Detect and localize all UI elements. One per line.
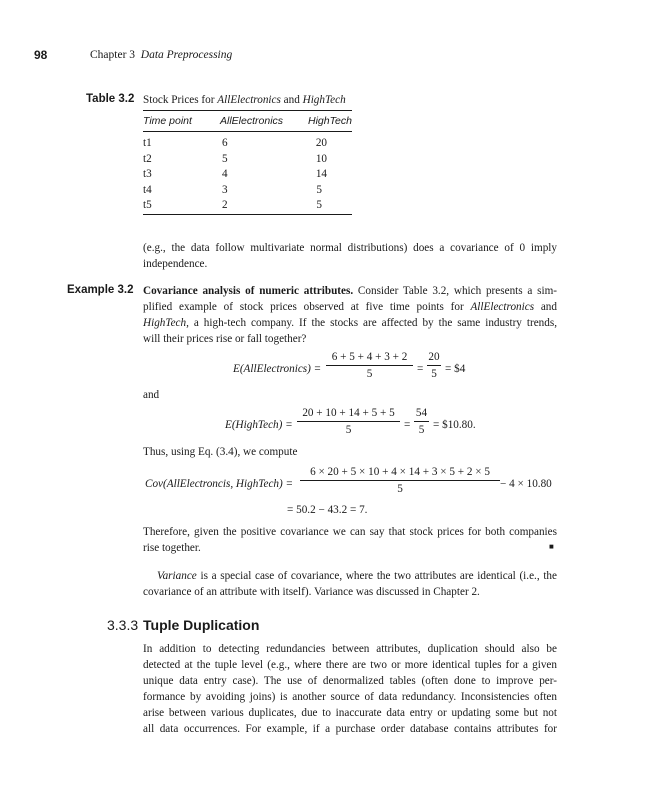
- section-body: [143, 641, 557, 737]
- eq1-fraction: [326, 351, 413, 381]
- eq1-denominator: 5: [366, 368, 373, 380]
- eq1-fraction-bar-2: [427, 365, 441, 366]
- eq2-fraction-bar-2: [414, 421, 429, 422]
- table-row: [143, 135, 352, 152]
- section-line: all data occurrences. For example, if a purchase order database contains attributes for: [143, 723, 557, 735]
- header-time-point: Time point: [143, 115, 192, 127]
- variance-text: is a special case of covariance, where the two attributes are identical (i.e., the: [196, 570, 557, 582]
- example-company-b: HighTech,: [143, 317, 189, 329]
- chapter-title: Data Preprocessing: [140, 49, 233, 61]
- example-line: [143, 283, 557, 299]
- eq2-numerator-2: 54: [415, 407, 428, 419]
- section-line: detected at the tuple level (e.g., where there are two or more identical tuples for a given: [143, 659, 557, 671]
- example-label: Example 3.2: [67, 284, 134, 296]
- eq1-lhs: E(AllElectronics) =: [233, 363, 322, 375]
- table-row: [143, 151, 352, 168]
- table-row: [143, 182, 352, 199]
- example-line: [143, 299, 557, 315]
- cell-time: t3: [143, 168, 152, 180]
- example-text: and: [540, 301, 557, 313]
- example-title: Covariance analysis of numeric attributes.: [143, 285, 354, 297]
- page-number: 98: [34, 48, 48, 62]
- example-text: a high-tech company. If the stocks are affected by the same industry trends,: [188, 317, 557, 329]
- table-caption: [143, 92, 346, 108]
- table-top-rule: [143, 110, 352, 111]
- caption-company-a: AllElectronics: [217, 94, 281, 106]
- end-of-example-mark: ■: [549, 542, 554, 551]
- caption-company-b: HighTech: [302, 94, 346, 106]
- table-bottom-rule: [143, 214, 352, 215]
- section-line: In addition to detecting redundancies between attributes, duplication should also be: [143, 643, 557, 655]
- table-header-rule: [143, 131, 352, 132]
- section-number: 3.3.3: [107, 617, 139, 633]
- cell-time: t1: [143, 137, 152, 149]
- eq1-denominator-2: 5: [431, 368, 437, 380]
- variance-line: covariance of an attribute with itself). Variance was discussed in Chapter 2.: [143, 586, 480, 598]
- cell-hightech: 14: [315, 168, 327, 180]
- cell-hightech: 20: [315, 137, 327, 149]
- eq3-lhs: Cov(AllElectroncis, HighTech) =: [145, 478, 294, 490]
- eq2-denominator: 5: [345, 424, 352, 436]
- variance-paragraph: [143, 568, 557, 600]
- cell-allelectronics: 2: [222, 199, 228, 211]
- section-line: formance by avoiding joins) is another source of data redundancy. Inconsistencies often: [143, 691, 557, 703]
- eq2-result: = $10.80.: [433, 419, 476, 431]
- eq1-numerator: 6 + 5 + 4 + 3 + 2: [331, 351, 408, 363]
- example-company-a: AllElectronics: [470, 301, 535, 313]
- eq1-equals: =: [417, 363, 424, 375]
- eq3-fraction: [300, 466, 500, 496]
- eq2-lhs: [225, 417, 293, 433]
- cell-time: t4: [143, 183, 152, 196]
- example-body: [143, 283, 557, 347]
- chapter-label: Chapter 3: [90, 49, 136, 61]
- cell-hightech: 10: [315, 152, 327, 165]
- eq3-denominator: 5: [397, 483, 403, 495]
- cell-allelectronics: 3: [222, 183, 228, 196]
- table-row: [143, 197, 352, 214]
- cell-time: t5: [143, 199, 152, 211]
- conclusion-line: rise together.: [143, 542, 201, 554]
- caption-and: and: [280, 94, 303, 106]
- example-text: Consider Table 3.2, which presents a sim-: [357, 285, 558, 297]
- and-text: and: [143, 389, 160, 401]
- header-hightech: HighTech: [308, 115, 352, 127]
- caption-text: Stock Prices for: [143, 94, 218, 106]
- conclusion-paragraph: [143, 524, 557, 556]
- variance-term: Variance: [157, 570, 197, 582]
- cell-allelectronics: 5: [222, 152, 228, 165]
- eq2-denominator-2: 5: [418, 424, 425, 436]
- variance-line: [143, 568, 557, 584]
- conclusion-line: Therefore, given the positive covariance we can say that stock prices for both companies: [143, 526, 557, 538]
- running-header: [90, 47, 232, 63]
- cell-hightech: 5: [316, 199, 322, 211]
- eq2-fraction: [297, 407, 400, 437]
- eq2-lhs-text: E(HighTech) =: [225, 419, 293, 431]
- eq3-tail: − 4 × 10.80: [500, 478, 552, 490]
- eq1-result: = $4: [445, 363, 466, 375]
- eq1-fraction-2: [427, 351, 441, 381]
- table-row: [143, 166, 352, 183]
- eq2-fraction-bar: [297, 421, 400, 422]
- cell-allelectronics: 6: [222, 137, 228, 149]
- cell-time: t2: [143, 152, 152, 165]
- eq2-numerator: 20 + 10 + 14 + 5 + 5: [302, 407, 395, 419]
- eq3-line2: = 50.2 − 43.2 = 7.: [287, 504, 368, 516]
- example-line: [143, 331, 557, 347]
- thus-text: Thus, using Eq. (3.4), we compute: [143, 446, 298, 458]
- eq2-fraction-2: [414, 407, 429, 437]
- section-title: Tuple Duplication: [143, 617, 260, 633]
- table-header-row: [143, 115, 352, 129]
- section-line: arise between various duplicates, due to inaccurate data entry or updating some but not: [143, 707, 557, 719]
- header-allelectronics: AllElectronics: [220, 115, 284, 127]
- example-text: plified example of stock prices observed at five time points for: [143, 301, 464, 313]
- cell-allelectronics: 4: [222, 168, 228, 180]
- cell-hightech: 5: [316, 183, 322, 196]
- section-line: unique data entry case). The use of denormalized tables (often done to improve per-: [143, 675, 557, 687]
- eq3-numerator: 6 × 20 + 5 × 10 + 4 × 14 + 3 × 5 + 2 × 5: [310, 466, 490, 478]
- eq2-equals: =: [404, 419, 411, 431]
- eq3-fraction-bar: [300, 480, 500, 481]
- example-text: will their prices rise or fall together?: [143, 333, 307, 345]
- eq1-numerator-2: 20: [428, 351, 440, 363]
- eq1-fraction-bar: [326, 365, 413, 366]
- intro-paragraph: (e.g., the data follow multivariate normal distributions) does a covariance of 0 imply independence.: [143, 242, 557, 270]
- example-line: [143, 315, 557, 331]
- table-label: Table 3.2: [86, 93, 135, 105]
